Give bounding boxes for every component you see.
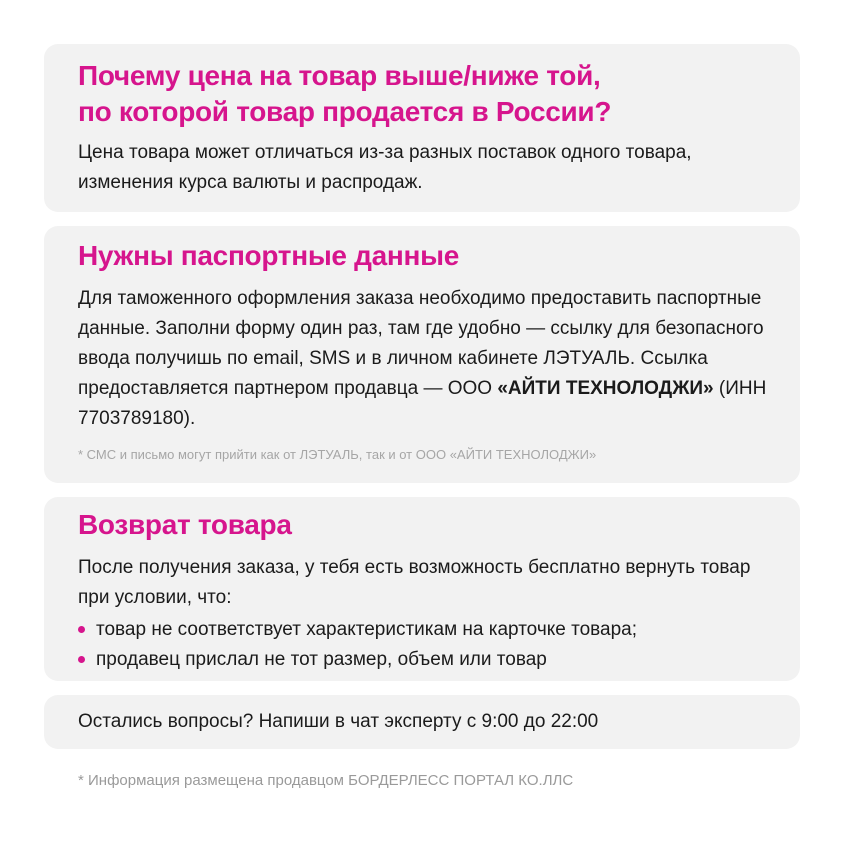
passport-info-card <box>44 226 800 483</box>
passport-card-note: * СМС и письмо могут прийти как от ЛЭТУАЛЬ, так и от ООО «АЙТИ ТЕХНОЛОДЖИ» <box>78 447 597 462</box>
passport-card-title: Нужны паспортные данные <box>78 240 460 271</box>
seller-info-footnote: * Информация размещена продавцом БОРДЕРЛЕСС ПОРТАЛ КО.ЛЛС <box>78 772 574 789</box>
questions-card <box>44 695 800 749</box>
price-card-title <box>78 58 772 130</box>
questions-card-text: Остались вопросы? Напиши в чат эксперту с 9:00 до 22:00 <box>78 711 599 732</box>
company-name: «АЙТИ ТЕХНОЛОДЖИ» <box>497 378 714 399</box>
return-conditions-list <box>78 615 772 675</box>
list-item <box>78 615 772 645</box>
bullet-dot-icon <box>78 626 85 633</box>
list-item-text: товар не соответствует характеристикам на карточке товара; <box>96 619 638 640</box>
price-info-card <box>44 44 800 212</box>
passport-card-text <box>78 284 772 434</box>
list-item-text: продавец прислал не тот размер, объем или товар <box>96 649 547 670</box>
return-card-title: Возврат товара <box>78 509 292 540</box>
passport-card-tax-id: (ИНН 7703789180). <box>78 378 767 429</box>
list-item <box>78 645 772 675</box>
passport-card-text-main: Для таможенного оформления заказа необходимо предоставить паспортные данные. Заполни форму один раз, там где удобно — ссылку для безопасного ввода получишь по email, SMS и в личном кабинете ЛЭТУАЛЬ. Ссылка предоставляется партнером продавца — ООО <box>78 288 764 399</box>
return-info-card <box>44 497 800 681</box>
return-card-text: После получения заказа, у тебя есть возможность бесплатно вернуть товар при условии, что: <box>78 557 751 608</box>
price-card-title-line1: Почему цена на товар выше/ниже той, <box>78 60 601 91</box>
price-card-title-line2: по которой товар продается в России? <box>78 96 612 127</box>
price-card-text: Цена товара может отличаться из-за разных поставок одного товара, изменения курса валюты и распродаж. <box>78 142 692 193</box>
bullet-dot-icon <box>78 656 85 663</box>
